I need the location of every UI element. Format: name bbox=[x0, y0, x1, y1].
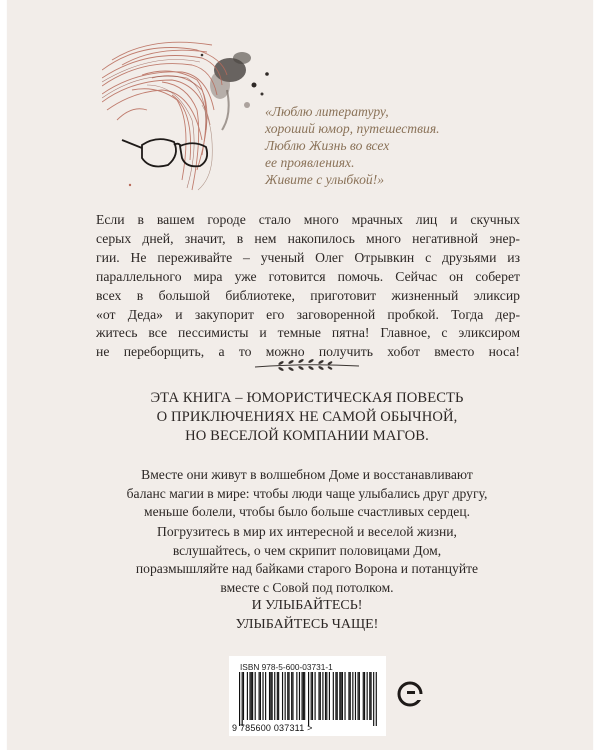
barcode-bar bbox=[304, 672, 305, 720]
barcode-bar bbox=[339, 672, 340, 720]
barcode-bar bbox=[288, 672, 289, 720]
barcode-bar bbox=[277, 672, 278, 720]
barcode-bar bbox=[285, 672, 286, 720]
barcode-bar bbox=[369, 672, 370, 720]
book-back-cover bbox=[7, 0, 593, 750]
barcode-bar bbox=[355, 672, 356, 720]
barcode-bar bbox=[274, 672, 275, 720]
floral-divider-icon bbox=[251, 357, 363, 373]
paragraph-line: Погрузитесь в мир их интересной и веселой жизни, bbox=[157, 524, 457, 539]
barcode-bar bbox=[239, 672, 240, 726]
quote-line: ее проявлениях. bbox=[265, 155, 355, 170]
barcode-bar bbox=[299, 672, 300, 720]
barcode-bar bbox=[320, 672, 321, 720]
barcode-bar bbox=[292, 672, 293, 720]
barcode-bar bbox=[337, 672, 338, 720]
paragraph-line: меньше болели, чтобы было больше счастливых сердец. bbox=[143, 504, 471, 519]
paragraph-line: вместе с Совой под потолком. bbox=[220, 579, 394, 595]
barcode-bar bbox=[312, 672, 313, 720]
barcode-bar bbox=[282, 672, 283, 720]
barcode-bar bbox=[363, 672, 364, 720]
isbn-label: ISBN 978-5-600-03731-1 bbox=[240, 662, 333, 672]
barcode-digits: 9 785600 037311 > bbox=[232, 723, 313, 733]
barcode-bar bbox=[322, 672, 323, 720]
barcode-bar bbox=[367, 672, 368, 720]
barcode-bar bbox=[303, 672, 304, 720]
closing-line: УЛЫБАЙТЕСЬ ЧАЩЕ! bbox=[235, 616, 379, 632]
barcode-bar bbox=[342, 672, 343, 720]
paragraph-line: поразмышляйте над байками старого Ворона и потанцуйте bbox=[135, 561, 479, 576]
intro-line: параллельного мира уже готовится помочь. Сейчас он соберет bbox=[96, 268, 520, 284]
barcode-bar bbox=[325, 672, 326, 720]
barcode-bar bbox=[251, 672, 252, 720]
intro-line: житесь все пессимисты и темные пятна! Главное, с эликсиром bbox=[96, 325, 520, 341]
barcode-bar bbox=[364, 672, 365, 720]
barcode-bar bbox=[272, 672, 273, 720]
barcode-bar bbox=[247, 672, 248, 720]
closing-slogan bbox=[67, 597, 547, 634]
paragraph-line: Вместе они живут в волшебном Доме и восстанавливают bbox=[141, 467, 473, 482]
barcode-bar bbox=[370, 672, 371, 720]
invitation-paragraph bbox=[67, 523, 547, 597]
headline-line: О ПРИКЛЮЧЕНИЯХ НЕ САМОЙ ОБЫЧНОЙ, bbox=[156, 409, 458, 425]
intro-line: «от Деда» и закупорит его заговоренной пробкой. Тогда дер- bbox=[96, 306, 520, 322]
barcode-bar bbox=[376, 672, 377, 726]
barcode-bar bbox=[296, 672, 297, 720]
intro-paragraph bbox=[96, 211, 520, 362]
barcode-bar bbox=[262, 672, 263, 720]
intro-line: всех в большой библиотеке, приготовит жизненный эликсир bbox=[96, 287, 520, 303]
intro-line: Если в вашем городе стало много мрачных лиц и скучных bbox=[96, 212, 520, 227]
paragraph-line: баланс магии в мире: чтобы люди чаще улыбались друг другу, bbox=[126, 485, 488, 501]
barcode-bar bbox=[326, 672, 327, 720]
headline-line: НО ВЕСЕЛОЙ КОМПАНИИ МАГОВ. bbox=[185, 428, 429, 444]
barcode-bar bbox=[315, 672, 316, 720]
barcode-bar bbox=[335, 672, 336, 720]
closing-line: И УЛЫБАЙТЕСЬ! bbox=[251, 598, 363, 613]
barcode-bar bbox=[348, 672, 349, 720]
barcode-bar bbox=[344, 672, 345, 720]
barcode-bar bbox=[291, 672, 292, 720]
quote-line: хороший юмор, путешествия. bbox=[265, 121, 440, 136]
headline-line: ЭТА КНИГА – ЮМОРИСТИЧЕСКАЯ ПОВЕСТЬ bbox=[150, 390, 464, 406]
intro-line: серых дней, значит, в нем накопилось много негативной энер- bbox=[96, 230, 520, 246]
barcode bbox=[229, 656, 386, 736]
barcode-bar bbox=[333, 672, 334, 720]
barcode-bar bbox=[308, 672, 309, 726]
barcode-bar bbox=[270, 672, 271, 720]
barcode-bar bbox=[352, 672, 353, 720]
barcode-bar bbox=[260, 672, 261, 720]
barcode-bar bbox=[357, 672, 358, 720]
barcode-bar bbox=[265, 672, 266, 720]
barcode-bar bbox=[287, 672, 288, 720]
description-paragraph bbox=[67, 466, 547, 522]
barcode-bar bbox=[259, 672, 260, 720]
author-portrait-illustration bbox=[102, 30, 277, 210]
quote-line: Живите с улыбкой!» bbox=[265, 172, 385, 187]
barcode-bar bbox=[341, 672, 342, 720]
barcode-bar bbox=[243, 672, 244, 720]
book-headline bbox=[67, 389, 547, 446]
publisher-logo-icon bbox=[397, 681, 423, 707]
barcode-bars bbox=[239, 672, 377, 726]
barcode-bar bbox=[350, 672, 351, 720]
barcode-bar bbox=[318, 672, 319, 720]
barcode-bar bbox=[269, 672, 270, 720]
barcode-bar bbox=[249, 672, 250, 720]
barcode-bar bbox=[301, 672, 302, 720]
barcode-bar bbox=[329, 672, 330, 720]
barcode-bar bbox=[278, 672, 279, 720]
barcode-bar bbox=[359, 672, 360, 720]
barcode-bar bbox=[255, 672, 256, 720]
paragraph-line: вслушайтесь, о чем скрипит половицами Дом, bbox=[172, 542, 442, 558]
barcode-bar bbox=[373, 672, 374, 726]
barcode-bar bbox=[252, 672, 253, 720]
barcode-bar bbox=[242, 672, 243, 726]
author-quote bbox=[265, 103, 505, 188]
quote-line: «Люблю литературу, bbox=[265, 104, 389, 119]
intro-line: не переборщить, а то можно получить хобот вместо носа! bbox=[96, 344, 520, 360]
barcode-bar bbox=[311, 672, 312, 720]
quote-line: Люблю Жизнь во всех bbox=[265, 138, 390, 153]
intro-line: гии. Не переживайте – ученый Олег Отрывкин с друзьями из bbox=[96, 249, 520, 265]
